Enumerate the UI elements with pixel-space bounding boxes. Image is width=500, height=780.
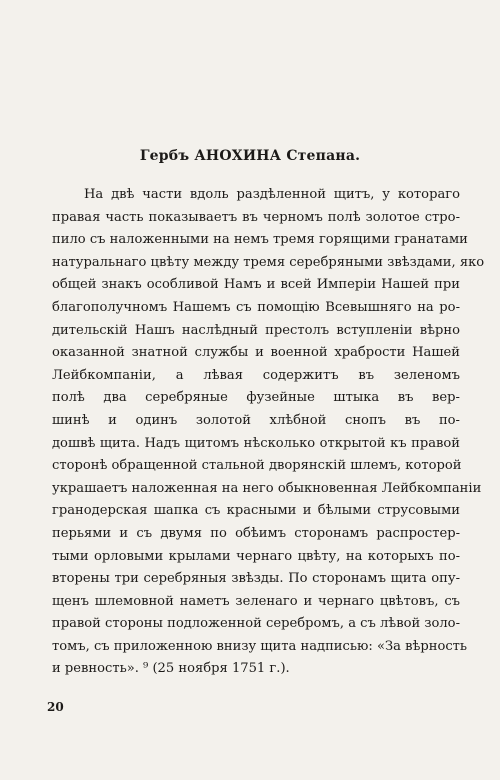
text-line: правой стороны подложенной серебромъ, а съ лѣвой золо- [52, 616, 460, 632]
text-line: украшаетъ наложенная на него обыкновенная Лейбкомпаніи [52, 480, 482, 496]
text-line: оказанной знатной службы и военной храбрости Нашей [52, 345, 460, 361]
text-line: Лейбкомпаніи, а лѣвая содержитъ въ зеленомъ [52, 367, 460, 383]
text-line: На двѣ части вдоль раздѣленной щитъ, у котораго [84, 187, 460, 202]
text-line: дительскій Нашъ наслѣдный престолъ вступленіи вѣрно [52, 322, 460, 338]
page-title: Гербъ АНОХИНА Степана. [139, 148, 361, 164]
text-line: правая часть показываетъ въ черномъ полѣ золотое стро- [52, 209, 460, 225]
text-line: перьями и съ двумя по обѣимъ сторонамъ распростер- [52, 525, 460, 541]
text-line: пило съ наложенными на немъ тремя горящими гранатами [52, 232, 468, 248]
text-line: сторонѣ обращенной стальной дворянскій шлемъ, которой [52, 458, 462, 474]
text-line: щенъ шлемовной наметъ зеленаго и чернаго цвѣтовъ, съ [52, 593, 460, 609]
text-line: и ревность». ⁹ (25 ноября 1751 г.). [52, 661, 290, 677]
text-line: дошвѣ щита. Надъ щитомъ нѣсколько открытой къ правой [52, 435, 460, 451]
text-line: общей знакъ особливой Намъ и всей Имперіи Нашей при [52, 277, 460, 293]
text-line: гранодерская шапка съ красными и бѣлыми струсовыми [52, 503, 460, 519]
page-number: 20 [47, 700, 64, 714]
text-line: тыми орловыми крылами чернаго цвѣту, на которыхъ по- [52, 548, 460, 564]
text-line: шинѣ и одинъ золотой хлѣбной снопъ въ по- [52, 412, 460, 428]
text-line: томъ, съ приложенною внизу щита надписью: «За вѣрность [52, 638, 468, 654]
body-paragraph [52, 184, 485, 681]
text-line: благополучномъ Нашемъ съ помощію Всевышняго на ро- [52, 299, 460, 315]
text-line: натуральнаго цвѣту между тремя серебряными звѣздами, яко [52, 254, 485, 270]
text-line: вторены три серебряныя звѣзды. По сторонамъ щита опу- [52, 571, 460, 587]
text-line: полѣ два серебряные фузейные штыка въ вер- [52, 390, 460, 406]
